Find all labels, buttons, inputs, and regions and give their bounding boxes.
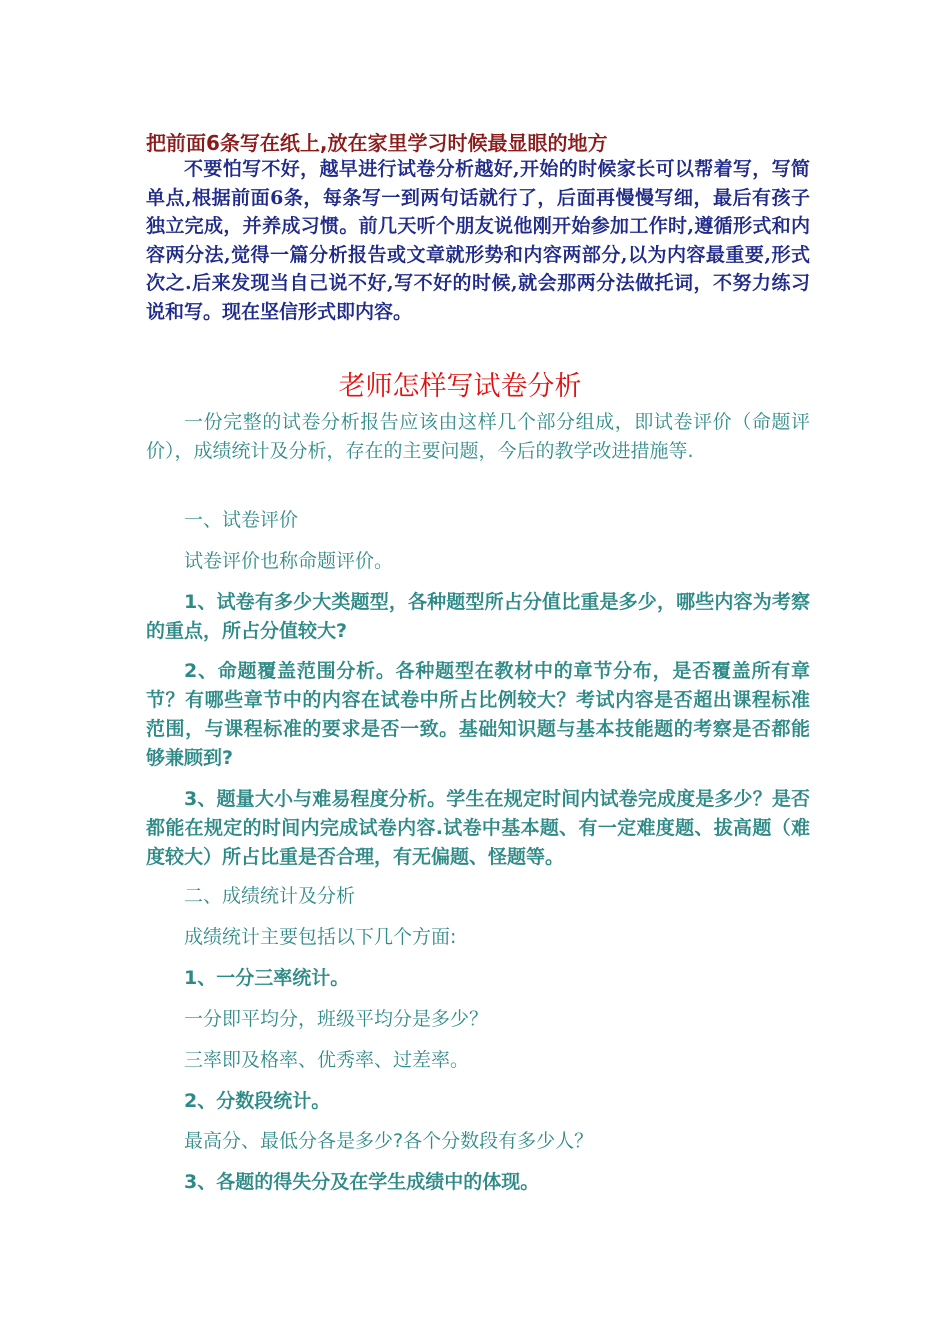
article-title: 老师怎样写试卷分析 bbox=[338, 371, 582, 402]
section2-subheading: 成绩统计主要包括以下几个方面: bbox=[184, 926, 457, 948]
section2-heading: 二、成绩统计及分析 bbox=[184, 885, 356, 907]
intro-paragraph: 不要怕写不好，越早进行试卷分析越好,开始的时候家长可以帮着写，写简单点,根据前面6条，每条写一到两句话就行了，后面再慢慢写细，最后有孩子独立完成，并养成习惯。前几天听个朋友说他刚开始参加工作时,遵循形式和内容两分法,觉得一篇分析报告或文章就形势和内容两部分,以为内容最重要,形式次之.后来发现当自己说不好,写不好的时候,就会那两分法做托词，不努力练习说和写。现在坚信形式即内容。 bbox=[146, 158, 810, 323]
section1-item-3: 3、题量大小与难易程度分析。学生在规定时间内试卷完成度是多少？是否都能在规定的时间内完成试卷内容.试卷中基本题、有一定难度题、拔高题（难度较大）所占比重是否合理，有无偏题、怪题等。 bbox=[146, 788, 810, 868]
section1-heading: 一、试卷评价 bbox=[184, 509, 299, 531]
section1-item-1: 1、试卷有多少大类题型，各种题型所占分值比重是多少，哪些内容为考察的重点，所占分值较大? bbox=[146, 591, 810, 642]
stat-item-2: 2、分数段统计。 bbox=[184, 1090, 331, 1112]
stat-item-1-a: 一分即平均分，班级平均分是多少？ bbox=[184, 1008, 489, 1030]
stat-item-1: 1、一分三率统计。 bbox=[184, 967, 350, 989]
section1-item-2: 2、命题覆盖范围分析。各种题型在教材中的章节分布，是否覆盖所有章节？有哪些章节中的内容在试卷中所占比例较大？考试内容是否超出课程标准范围，与课程标准的要求是否一致。基础知识题与基本技能题的考察是否都能够兼顾到? bbox=[146, 660, 810, 769]
article-intro-paragraph: 一份完整的试卷分析报告应该由这样几个部分组成，即试卷评价（命题评价），成绩统计及分析，存在的主要问题，今后的教学改进措施等. bbox=[146, 411, 810, 462]
stat-item-3: 3、各题的得失分及在学生成绩中的体现。 bbox=[184, 1171, 540, 1193]
section1-subheading: 试卷评价也称命题评价。 bbox=[184, 550, 394, 572]
stat-item-2-a: 最高分、最低分各是多少?各个分数段有多少人？ bbox=[184, 1130, 594, 1152]
stat-item-1-b: 三率即及格率、优秀率、过差率。 bbox=[184, 1049, 470, 1071]
intro-heading: 把前面6条写在纸上,放在家里学习时候最显眼的地方 bbox=[146, 131, 608, 155]
